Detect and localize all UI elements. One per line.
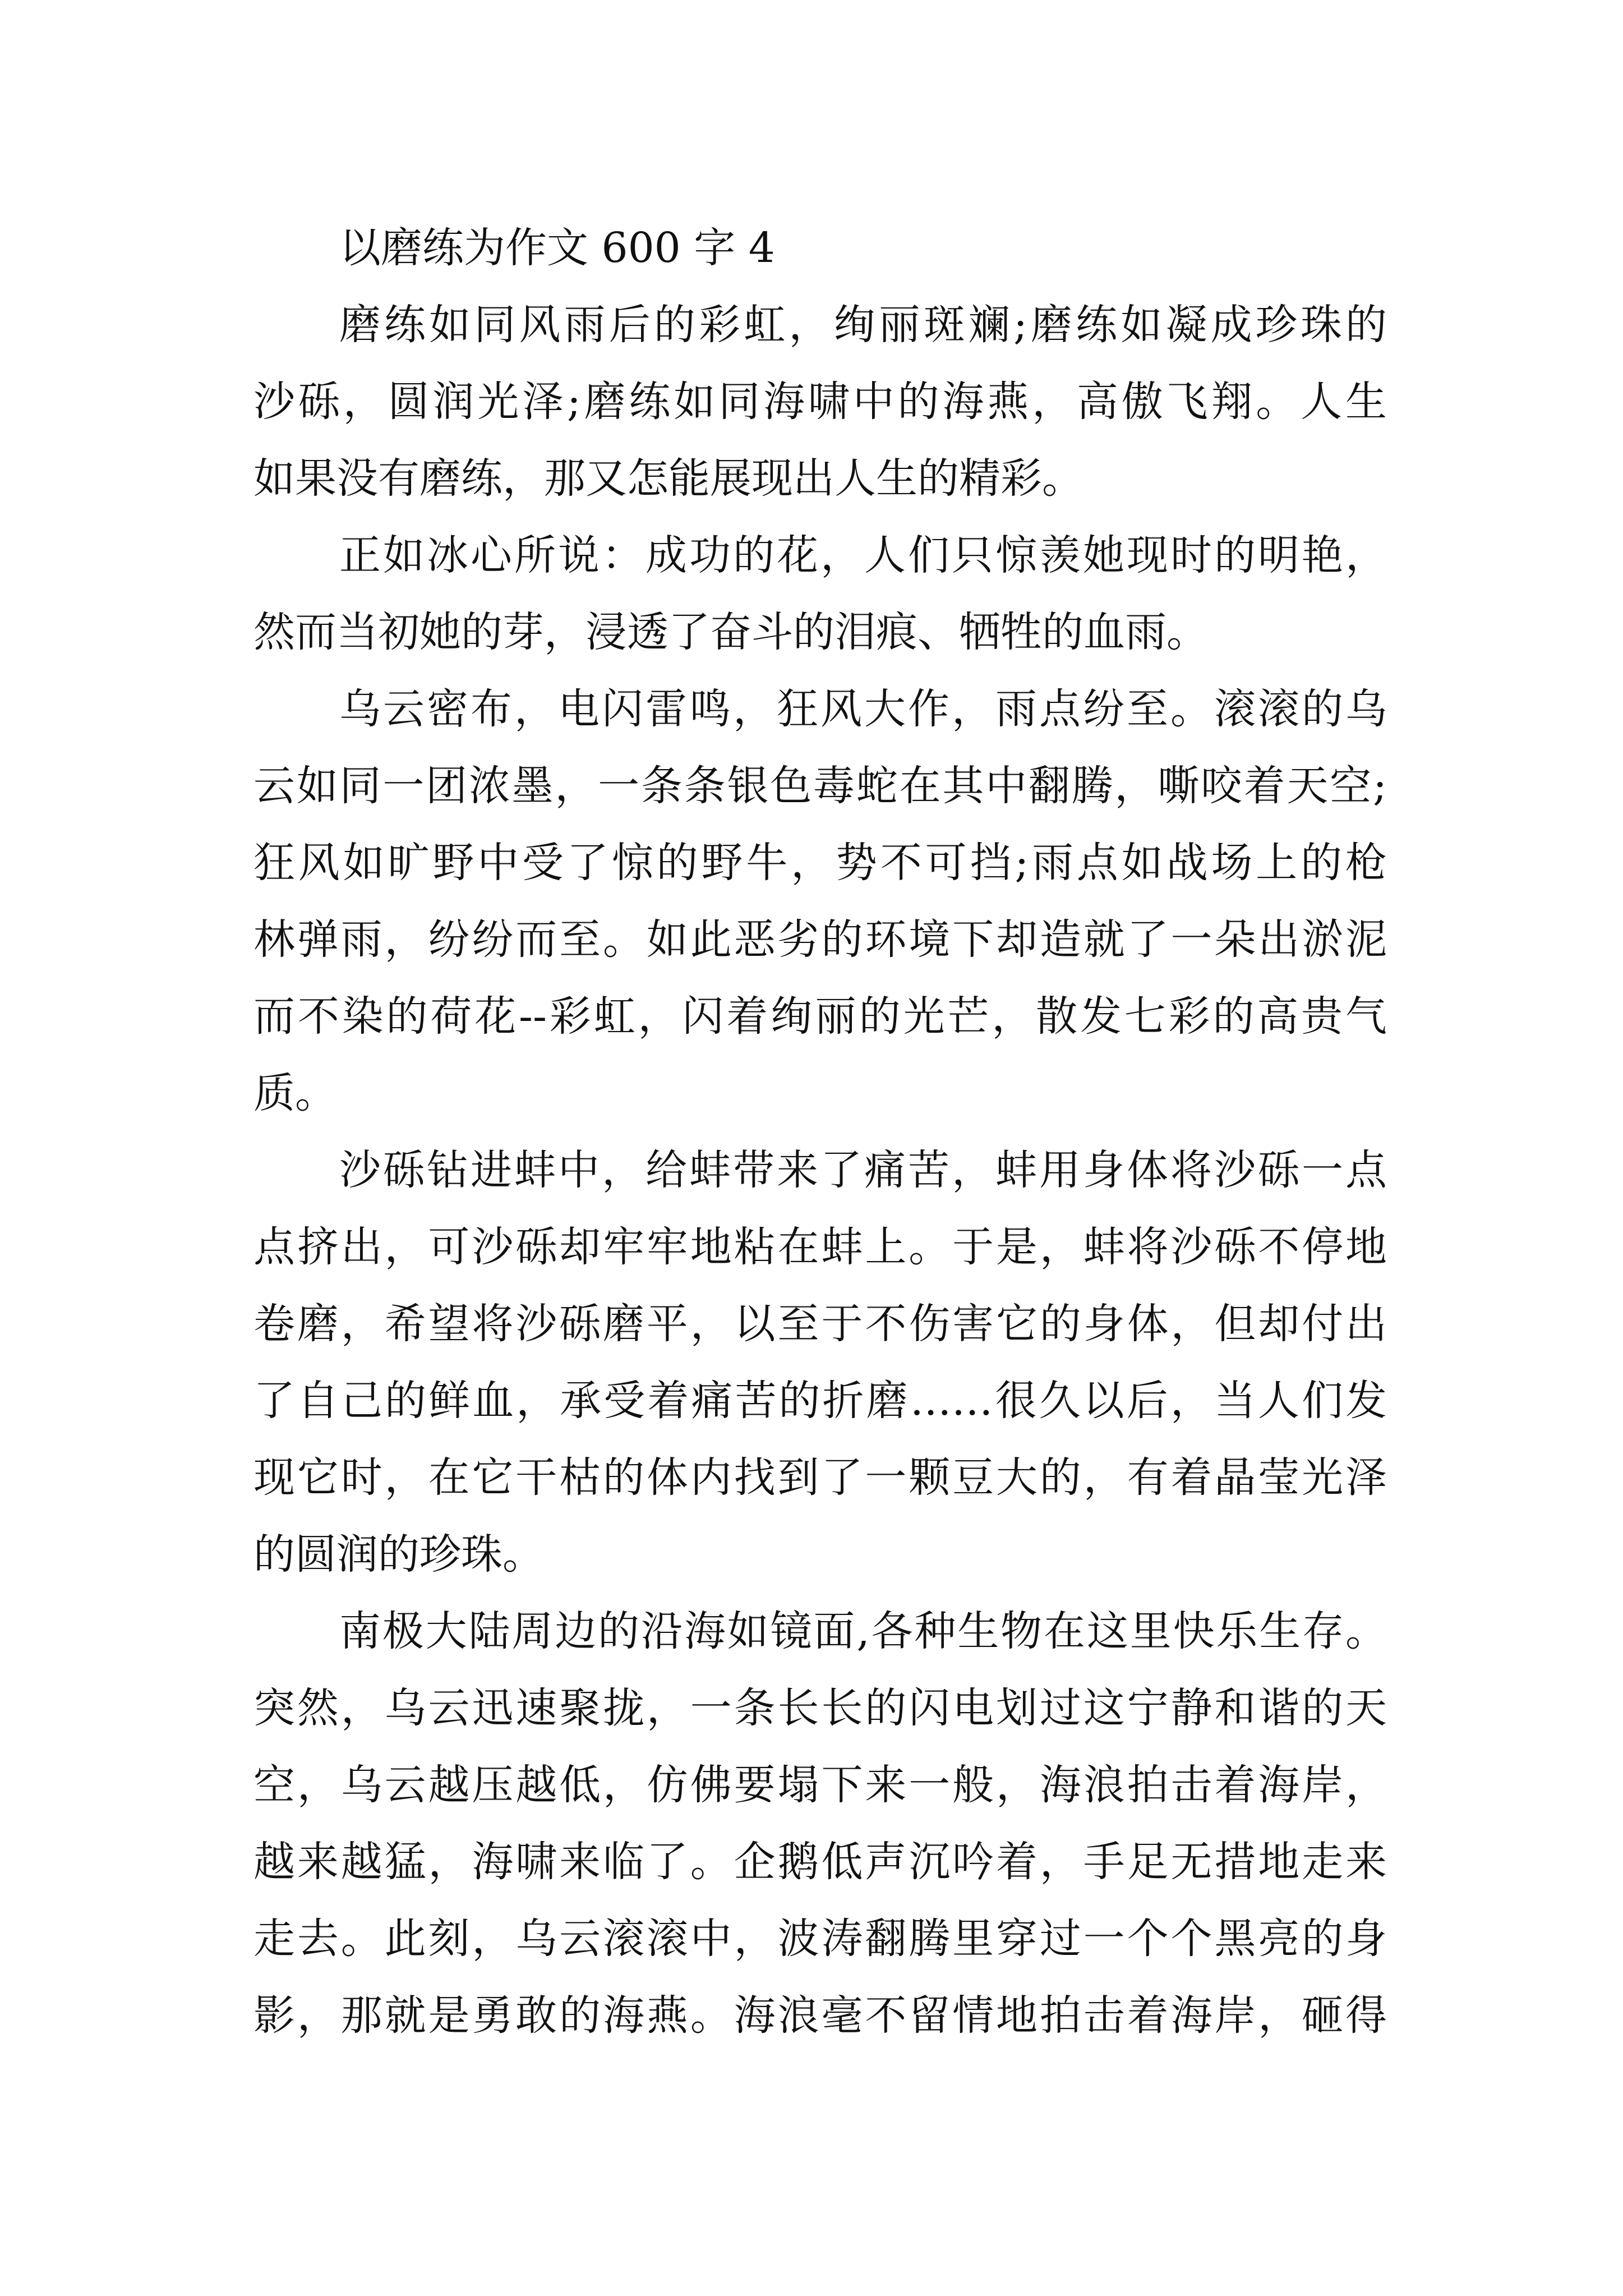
paragraph-line: 突然，乌云迅速聚拢，一条长长的闪电划过这宁静和谐的天 bbox=[253, 1684, 1387, 1732]
paragraph-line: 越来越猛，海啸来临了。企鹅低声沉吟着，手足无措地走来 bbox=[253, 1838, 1387, 1886]
paragraph bbox=[253, 517, 1387, 671]
paragraph bbox=[253, 287, 1387, 517]
document-body bbox=[253, 210, 1387, 2054]
paragraph bbox=[253, 1593, 1387, 2054]
paragraph-line: 了自己的鲜血，承受着痛苦的折磨……很久以后，当人们发 bbox=[253, 1377, 1387, 1425]
paragraph bbox=[253, 1132, 1387, 1593]
paragraph-line: 沙砾钻进蚌中，给蚌带来了痛苦，蚌用身体将沙砾一点 bbox=[339, 1146, 1387, 1194]
paragraph-line: 云如同一团浓墨，一条条银色毒蛇在其中翻腾，嘶咬着天空; bbox=[253, 762, 1387, 810]
paragraph-line: 卷磨，希望将沙砾磨平，以至于不伤害它的身体，但却付出 bbox=[253, 1300, 1387, 1348]
paragraph-line: 质。 bbox=[253, 1069, 336, 1117]
paragraph-line: 南极大陆周边的沿海如镜面,各种生物在这里快乐生存。 bbox=[339, 1607, 1387, 1655]
paragraph-line: 然而当初她的芽，浸透了奋斗的泪痕、牺牲的血雨。 bbox=[253, 608, 1208, 656]
paragraph-line: 走去。此刻，乌云滚滚中，波涛翻腾里穿过一个个黑亮的身 bbox=[253, 1915, 1387, 1963]
paragraph-line: 空，乌云越压越低，仿佛要塌下来一般，海浪拍击着海岸， bbox=[253, 1761, 1387, 1809]
paragraph-line: 现它时，在它干枯的体内找到了一颗豆大的，有着晶莹光泽 bbox=[253, 1453, 1387, 1502]
paragraph-line: 的圆润的珍珠。 bbox=[253, 1530, 544, 1579]
paragraph-line: 狂风如旷野中受了惊的野牛，势不可挡;雨点如战场上的枪 bbox=[253, 839, 1387, 887]
document-title bbox=[253, 210, 1387, 287]
paragraph-line: 影，那就是勇敢的海燕。海浪毫不留情地拍击着海岸，砸得 bbox=[253, 1991, 1387, 2040]
paragraph-line: 而不染的荷花--彩虹，闪着绚丽的光芒，散发七彩的高贵气 bbox=[253, 992, 1387, 1041]
paragraph bbox=[253, 671, 1387, 1132]
paragraph-line: 以磨练为作文 600 字 4 bbox=[339, 224, 775, 272]
paragraph-line: 沙砾，圆润光泽;磨练如同海啸中的海燕，高傲飞翔。人生 bbox=[253, 378, 1387, 426]
paragraph-line: 如果没有磨练，那又怎能展现出人生的精彩。 bbox=[253, 454, 1083, 503]
paragraph-line: 乌云密布，电闪雷鸣，狂风大作，雨点纷至。滚滚的乌 bbox=[339, 685, 1387, 733]
paragraph-line: 磨练如同风雨后的彩虹，绚丽斑斓;磨练如凝成珍珠的 bbox=[339, 301, 1387, 349]
paragraph-line: 点挤出，可沙砾却牢牢地粘在蚌上。于是，蚌将沙砾不停地 bbox=[253, 1223, 1387, 1271]
paragraph-line: 林弹雨，纷纷而至。如此恶劣的环境下却造就了一朵出淤泥 bbox=[253, 915, 1387, 964]
paragraph-line: 正如冰心所说：成功的花，人们只惊羡她现时的明艳， bbox=[339, 531, 1387, 579]
